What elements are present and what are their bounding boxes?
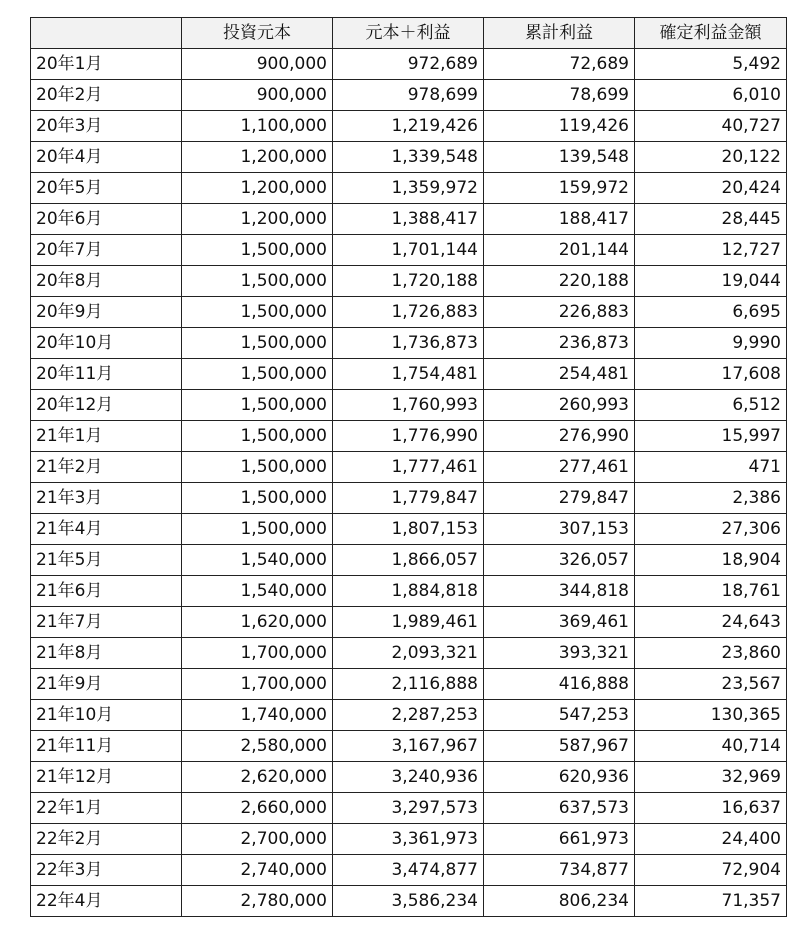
realized-profit-cell: 6,512 [635,390,787,421]
month-cell: 21年5月 [31,545,182,576]
table-row [31,328,787,359]
month-cell: 21年2月 [31,452,182,483]
realized-profit-cell: 20,424 [635,173,787,204]
principal-plus-profit-cell: 1,359,972 [333,173,484,204]
cumulative-profit-cell: 188,417 [484,204,635,235]
month-cell: 20年3月 [31,111,182,142]
month-cell: 21年4月 [31,514,182,545]
table-row [31,669,787,700]
table-row [31,390,787,421]
table-row [31,142,787,173]
principal-cell: 1,700,000 [182,669,333,700]
month-cell: 22年1月 [31,793,182,824]
month-cell: 20年8月 [31,266,182,297]
realized-profit-cell: 72,904 [635,855,787,886]
principal-plus-profit-cell: 1,736,873 [333,328,484,359]
principal-cell: 1,100,000 [182,111,333,142]
principal-plus-profit-cell: 1,219,426 [333,111,484,142]
month-cell: 20年7月 [31,235,182,266]
month-cell: 21年9月 [31,669,182,700]
cumulative-profit-cell: 620,936 [484,762,635,793]
table-row [31,514,787,545]
cumulative-profit-cell: 307,153 [484,514,635,545]
table-row [31,204,787,235]
realized-profit-cell: 20,122 [635,142,787,173]
principal-cell: 1,540,000 [182,545,333,576]
principal-cell: 1,500,000 [182,297,333,328]
table-row [31,700,787,731]
principal-cell: 900,000 [182,49,333,80]
cumulative-profit-cell: 393,321 [484,638,635,669]
realized-profit-cell: 40,727 [635,111,787,142]
month-cell: 22年2月 [31,824,182,855]
month-cell: 22年3月 [31,855,182,886]
principal-plus-profit-cell: 2,093,321 [333,638,484,669]
cumulative-profit-cell: 344,818 [484,576,635,607]
table-row [31,452,787,483]
table-row [31,359,787,390]
realized-profit-cell: 130,365 [635,700,787,731]
realized-profit-cell: 9,990 [635,328,787,359]
table-row [31,80,787,111]
principal-plus-profit-cell: 978,699 [333,80,484,111]
realized-profit-cell: 32,969 [635,762,787,793]
principal-plus-profit-cell: 1,701,144 [333,235,484,266]
principal-cell: 2,580,000 [182,731,333,762]
month-cell: 22年4月 [31,886,182,917]
principal-cell: 2,620,000 [182,762,333,793]
principal-cell: 1,500,000 [182,266,333,297]
investment-table [30,17,787,917]
principal-cell: 1,500,000 [182,483,333,514]
month-cell: 20年2月 [31,80,182,111]
realized-profit-cell: 40,714 [635,731,787,762]
cumulative-profit-cell: 326,057 [484,545,635,576]
realized-profit-cell: 12,727 [635,235,787,266]
realized-profit-cell: 2,386 [635,483,787,514]
cumulative-profit-cell: 78,699 [484,80,635,111]
principal-cell: 900,000 [182,80,333,111]
month-cell: 20年12月 [31,390,182,421]
cumulative-profit-cell: 637,573 [484,793,635,824]
principal-plus-profit-cell: 3,361,973 [333,824,484,855]
realized-profit-cell: 6,695 [635,297,787,328]
table-row [31,545,787,576]
month-cell: 21年1月 [31,421,182,452]
table-row [31,173,787,204]
cumulative-profit-cell: 277,461 [484,452,635,483]
principal-cell: 1,540,000 [182,576,333,607]
cumulative-profit-cell: 416,888 [484,669,635,700]
table-row [31,235,787,266]
principal-plus-profit-cell: 1,884,818 [333,576,484,607]
table-row [31,483,787,514]
header-cell-cumulative-profit: 累計利益 [484,18,635,49]
cumulative-profit-cell: 279,847 [484,483,635,514]
principal-plus-profit-cell: 3,474,877 [333,855,484,886]
cumulative-profit-cell: 587,967 [484,731,635,762]
table-row [31,576,787,607]
table-row [31,266,787,297]
header-row [31,18,787,49]
month-cell: 21年12月 [31,762,182,793]
principal-cell: 2,660,000 [182,793,333,824]
principal-plus-profit-cell: 1,779,847 [333,483,484,514]
principal-plus-profit-cell: 3,240,936 [333,762,484,793]
cumulative-profit-cell: 806,234 [484,886,635,917]
realized-profit-cell: 23,567 [635,669,787,700]
realized-profit-cell: 71,357 [635,886,787,917]
principal-plus-profit-cell: 1,760,993 [333,390,484,421]
table-row [31,421,787,452]
realized-profit-cell: 16,637 [635,793,787,824]
realized-profit-cell: 23,860 [635,638,787,669]
cumulative-profit-cell: 226,883 [484,297,635,328]
header-cell-month [31,18,182,49]
cumulative-profit-cell: 734,877 [484,855,635,886]
realized-profit-cell: 24,400 [635,824,787,855]
cumulative-profit-cell: 260,993 [484,390,635,421]
header-cell-principal: 投資元本 [182,18,333,49]
cumulative-profit-cell: 72,689 [484,49,635,80]
cumulative-profit-cell: 220,188 [484,266,635,297]
principal-plus-profit-cell: 3,586,234 [333,886,484,917]
realized-profit-cell: 27,306 [635,514,787,545]
principal-plus-profit-cell: 1,720,188 [333,266,484,297]
principal-plus-profit-cell: 3,297,573 [333,793,484,824]
month-cell: 21年8月 [31,638,182,669]
principal-cell: 2,780,000 [182,886,333,917]
table-row [31,762,787,793]
table-row [31,793,787,824]
principal-cell: 1,200,000 [182,142,333,173]
table-row [31,607,787,638]
principal-cell: 1,740,000 [182,700,333,731]
principal-cell: 1,200,000 [182,204,333,235]
principal-plus-profit-cell: 3,167,967 [333,731,484,762]
cumulative-profit-cell: 661,973 [484,824,635,855]
principal-cell: 1,500,000 [182,328,333,359]
month-cell: 20年9月 [31,297,182,328]
header-cell-principal-plus-profit: 元本＋利益 [333,18,484,49]
table-header [31,18,787,49]
principal-plus-profit-cell: 1,866,057 [333,545,484,576]
month-cell: 21年7月 [31,607,182,638]
realized-profit-cell: 15,997 [635,421,787,452]
month-cell: 21年3月 [31,483,182,514]
table-row [31,731,787,762]
cumulative-profit-cell: 201,144 [484,235,635,266]
month-cell: 20年10月 [31,328,182,359]
principal-cell: 1,500,000 [182,421,333,452]
cumulative-profit-cell: 236,873 [484,328,635,359]
principal-cell: 1,700,000 [182,638,333,669]
principal-cell: 1,620,000 [182,607,333,638]
principal-cell: 2,700,000 [182,824,333,855]
principal-plus-profit-cell: 2,116,888 [333,669,484,700]
realized-profit-cell: 18,904 [635,545,787,576]
month-cell: 20年6月 [31,204,182,235]
month-cell: 21年10月 [31,700,182,731]
table-row [31,886,787,917]
cumulative-profit-cell: 369,461 [484,607,635,638]
month-cell: 21年11月 [31,731,182,762]
principal-plus-profit-cell: 1,726,883 [333,297,484,328]
principal-plus-profit-cell: 1,776,990 [333,421,484,452]
principal-cell: 1,200,000 [182,173,333,204]
principal-plus-profit-cell: 1,807,153 [333,514,484,545]
principal-cell: 1,500,000 [182,359,333,390]
principal-plus-profit-cell: 1,777,461 [333,452,484,483]
header-cell-realized-profit: 確定利益金額 [635,18,787,49]
principal-cell: 2,740,000 [182,855,333,886]
realized-profit-cell: 6,010 [635,80,787,111]
table-row [31,111,787,142]
realized-profit-cell: 28,445 [635,204,787,235]
cumulative-profit-cell: 547,253 [484,700,635,731]
principal-cell: 1,500,000 [182,390,333,421]
principal-cell: 1,500,000 [182,514,333,545]
principal-plus-profit-cell: 1,388,417 [333,204,484,235]
cumulative-profit-cell: 254,481 [484,359,635,390]
month-cell: 20年11月 [31,359,182,390]
cumulative-profit-cell: 159,972 [484,173,635,204]
realized-profit-cell: 18,761 [635,576,787,607]
table-row [31,297,787,328]
principal-plus-profit-cell: 2,287,253 [333,700,484,731]
table-body [31,49,787,917]
realized-profit-cell: 24,643 [635,607,787,638]
realized-profit-cell: 471 [635,452,787,483]
principal-plus-profit-cell: 1,754,481 [333,359,484,390]
cumulative-profit-cell: 276,990 [484,421,635,452]
principal-cell: 1,500,000 [182,452,333,483]
table-row [31,638,787,669]
principal-plus-profit-cell: 1,339,548 [333,142,484,173]
table-row [31,49,787,80]
month-cell: 20年4月 [31,142,182,173]
realized-profit-cell: 5,492 [635,49,787,80]
month-cell: 20年5月 [31,173,182,204]
principal-plus-profit-cell: 972,689 [333,49,484,80]
cumulative-profit-cell: 119,426 [484,111,635,142]
table-row [31,824,787,855]
month-cell: 20年1月 [31,49,182,80]
principal-plus-profit-cell: 1,989,461 [333,607,484,638]
realized-profit-cell: 19,044 [635,266,787,297]
month-cell: 21年6月 [31,576,182,607]
realized-profit-cell: 17,608 [635,359,787,390]
cumulative-profit-cell: 139,548 [484,142,635,173]
principal-cell: 1,500,000 [182,235,333,266]
table-row [31,855,787,886]
